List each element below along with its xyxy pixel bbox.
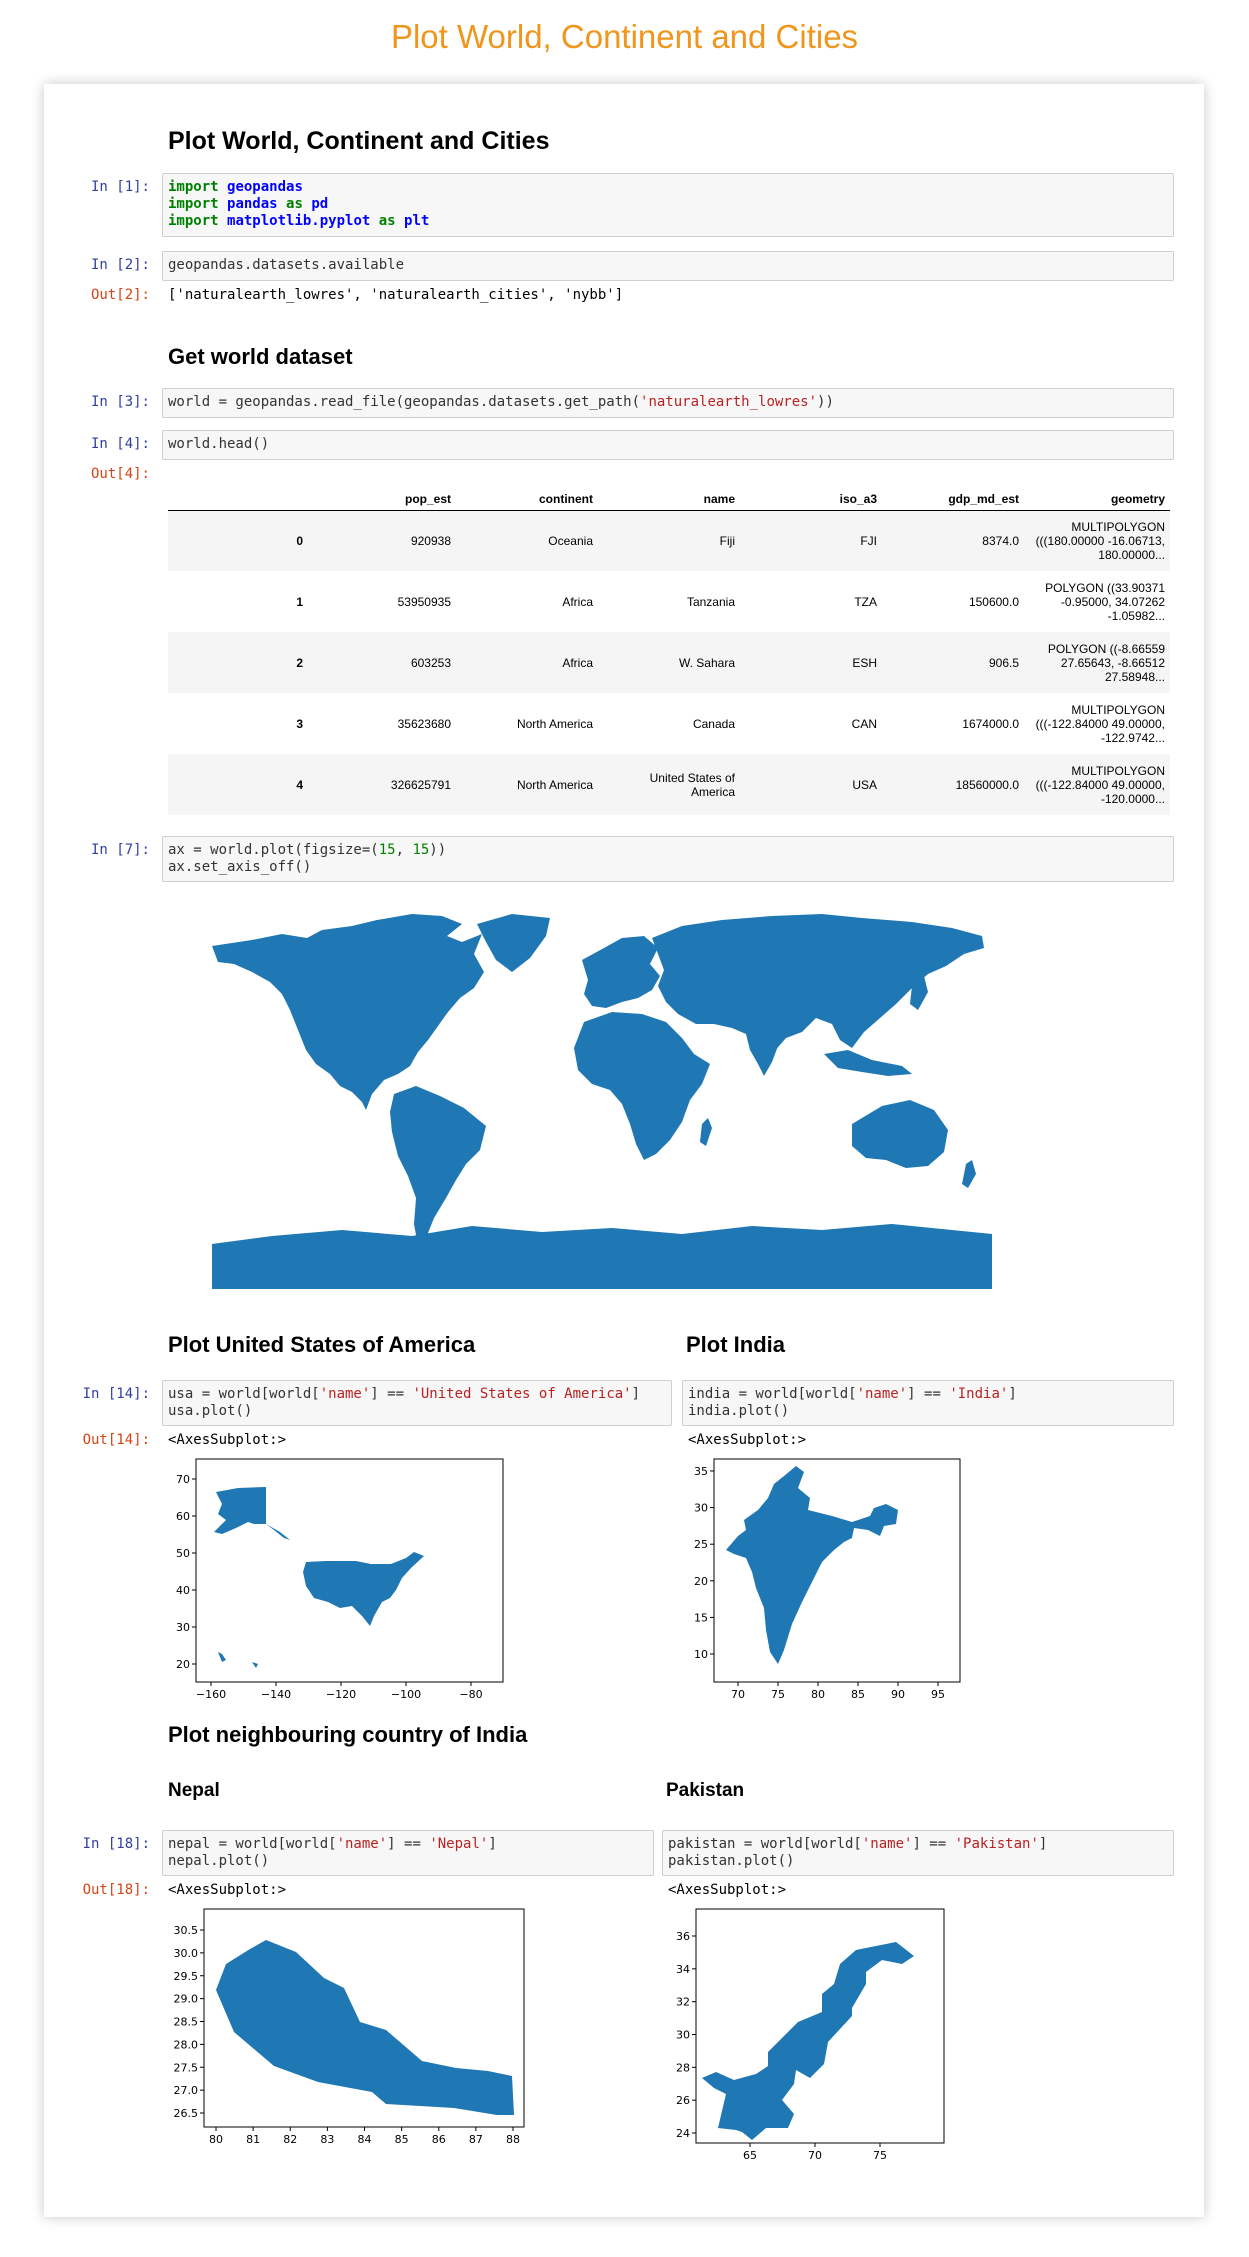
heading-india: Plot India xyxy=(686,1332,785,1357)
usa-plot xyxy=(156,1454,516,1714)
nepal-xtick-label: 86 xyxy=(431,2133,446,2146)
heading-pakistan: Pakistan xyxy=(666,1780,745,1801)
india-xtick-label: 85 xyxy=(851,1688,865,1701)
india-ytick-label: 25 xyxy=(694,1538,708,1552)
table-row xyxy=(168,510,1170,571)
cell-iso-a3: TZA xyxy=(854,594,877,609)
heading-neighbours: Plot neighbouring country of India xyxy=(168,1722,528,1747)
cell-gdp: 18560000.0 xyxy=(955,777,1019,792)
cell-7-code[interactable]: ax = world.plot(figsize=(15, 15)) ax.set_axis_off() xyxy=(162,836,1174,882)
cell-2-code[interactable]: geopandas.datasets.available xyxy=(162,251,1174,281)
india-ytick-label: 35 xyxy=(694,1465,708,1478)
table-header-row xyxy=(168,480,1170,510)
cell-4-code[interactable]: world.head() xyxy=(162,430,1174,460)
pakistan-xtick-label: 65 xyxy=(743,2149,757,2162)
cell-pop-est: 920938 xyxy=(410,533,451,548)
table-row xyxy=(168,754,1170,815)
row-index: 0 xyxy=(296,533,303,548)
cell-geometry: POLYGON ((-8.66559 27.65643, -8.66512 27.58948... xyxy=(1047,641,1165,684)
cell-continent: North America xyxy=(516,716,593,731)
nepal-xtick-label: 88 xyxy=(506,2133,520,2146)
table-header-cell: gdp_md_est xyxy=(882,480,1024,510)
cell-india-output: <AxesSubplot:> xyxy=(688,1432,807,1448)
table-header-cell: name xyxy=(598,480,740,510)
world-map-figure xyxy=(212,914,992,1289)
cell-geometry: MULTIPOLYGON (((-122.84000 49.00000, -122.9742... xyxy=(1035,702,1165,745)
pakistan-ytick-label: 32 xyxy=(676,1995,690,2009)
nepal-xtick-label: 85 xyxy=(394,2133,409,2146)
usa-ytick-label: 20 xyxy=(176,1658,190,1671)
table-row xyxy=(168,632,1170,693)
india-yticks xyxy=(694,1465,714,1661)
table-row xyxy=(168,571,1170,632)
usa-xtick-label: −100 xyxy=(390,1688,422,1701)
cell-1-prompt: In [1]: xyxy=(90,179,150,195)
india-xtick-label: 70 xyxy=(731,1688,745,1701)
nepal-xtick-label: 82 xyxy=(283,2133,298,2146)
dataframe-table xyxy=(168,480,1170,815)
india-xtick-label: 90 xyxy=(891,1688,905,1701)
cell-pop-est: 326625791 xyxy=(390,777,451,792)
nepal-xticks xyxy=(209,2127,520,2146)
new-zealand-shape xyxy=(962,1160,976,1188)
world-map-plot xyxy=(212,914,992,1289)
usa-plot-figure xyxy=(156,1454,516,1714)
cell-iso-a3: CAN xyxy=(851,716,877,731)
cell-gdp: 150600.0 xyxy=(968,594,1019,609)
cell-continent: North America xyxy=(516,777,593,792)
cell-pop-est: 603253 xyxy=(410,655,451,670)
south-america-shape xyxy=(390,1086,486,1246)
cell-18-code[interactable]: nepal = world[world['name'] == 'Nepal'] nepal.plot() xyxy=(162,1830,654,1876)
cell-2-output: ['naturalearth_lowres', 'naturalearth_cities', 'nybb'] xyxy=(168,287,624,303)
nepal-ytick-label: 29.0 xyxy=(173,1992,198,2006)
page-title: Plot World, Continent and Cities xyxy=(390,18,859,55)
usa-xtick-label: −80 xyxy=(459,1688,483,1701)
cell-name: Canada xyxy=(692,716,735,731)
nepal-ytick-label: 26.5 xyxy=(173,2107,198,2120)
pakistan-ytick-label: 36 xyxy=(676,1930,690,1943)
cell-pop-est: 53950935 xyxy=(397,594,451,609)
india-xtick-label: 80 xyxy=(811,1688,825,1701)
indonesia-shape xyxy=(824,1050,912,1076)
cell-iso-a3: USA xyxy=(852,777,877,792)
india-xticks xyxy=(731,1682,945,1701)
india-ytick-label: 10 xyxy=(694,1648,708,1661)
india-ytick-label: 30 xyxy=(694,1501,708,1515)
india-xtick-label: 75 xyxy=(771,1688,785,1701)
pakistan-ytick-label: 30 xyxy=(676,2028,690,2042)
pakistan-ytick-label: 28 xyxy=(676,2061,690,2075)
cell-14-output: <AxesSubplot:> xyxy=(168,1432,287,1448)
india-xtick-label: 95 xyxy=(931,1688,945,1701)
cell-continent: Africa xyxy=(562,594,593,609)
cell-18-output: <AxesSubplot:> xyxy=(168,1882,287,1898)
nepal-plot xyxy=(154,1904,534,2174)
pakistan-yticks xyxy=(676,1930,696,2140)
nepal-xtick-label: 80 xyxy=(209,2133,223,2146)
cell-iso-a3: ESH xyxy=(852,655,877,670)
nepal-ytick-label: 30.5 xyxy=(173,1924,198,1937)
madagascar-shape xyxy=(700,1118,712,1146)
nepal-yticks xyxy=(174,1924,205,2120)
table-header-index xyxy=(168,480,308,510)
cell-3-prompt: In [3]: xyxy=(90,394,150,410)
heading-nepal: Nepal xyxy=(168,1780,220,1801)
cell-continent: Africa xyxy=(562,655,593,670)
usa-xtick-label: −140 xyxy=(260,1688,292,1701)
nepal-xtick-label: 84 xyxy=(357,2133,372,2146)
pakistan-ytick-label: 26 xyxy=(676,2094,690,2108)
cell-gdp: 906.5 xyxy=(988,655,1019,670)
usa-ytick-label: 60 xyxy=(176,1510,190,1523)
cell-18-out-prompt: Out[18]: xyxy=(82,1882,150,1898)
usa-ytick-label: 50 xyxy=(176,1547,190,1560)
table-row xyxy=(168,693,1170,754)
cell-iso-a3: FJI xyxy=(860,533,877,548)
row-index: 3 xyxy=(296,716,303,731)
table-header-cell: pop_est xyxy=(308,480,456,510)
table-header-cell: geometry xyxy=(1024,480,1170,510)
world-map-landmasses xyxy=(212,914,992,1289)
cell-pop-est: 35623680 xyxy=(397,716,451,731)
cell-gdp: 1674000.0 xyxy=(962,716,1019,731)
cell-7-prompt: In [7]: xyxy=(90,842,150,858)
cell-pakistan-code[interactable]: pakistan = world[world['name'] == 'Pakistan'] pakistan.plot() xyxy=(662,1830,1174,1876)
cell-2-out-prompt: Out[2]: xyxy=(90,287,150,303)
nepal-plot-figure xyxy=(154,1904,534,2174)
cell-pakistan-output: <AxesSubplot:> xyxy=(668,1882,787,1898)
usa-xticks xyxy=(196,1682,483,1701)
table-header-cell: iso_a3 xyxy=(740,480,882,510)
nepal-xtick-label: 81 xyxy=(246,2133,261,2146)
pakistan-plot xyxy=(656,1904,976,2164)
africa-shape xyxy=(574,1012,710,1160)
usa-xtick-label: −160 xyxy=(195,1688,227,1701)
pakistan-ytick-label: 34 xyxy=(676,1962,690,1976)
pakistan-xtick-label: 70 xyxy=(808,2149,822,2162)
heading-usa: Plot United States of America xyxy=(168,1332,476,1357)
cell-14-prompt: In [14]: xyxy=(82,1386,150,1402)
nepal-xtick-label: 87 xyxy=(468,2133,483,2146)
cell-4-out-prompt: Out[4]: xyxy=(90,466,150,482)
cell-name: W. Sahara xyxy=(678,655,735,670)
pakistan-xticks xyxy=(743,2143,887,2162)
europe-shape xyxy=(582,936,660,1008)
row-index: 1 xyxy=(296,594,303,609)
cell-continent: Oceania xyxy=(548,533,593,548)
nepal-ytick-label: 28.0 xyxy=(173,2038,198,2052)
cell-18-prompt: In [18]: xyxy=(82,1836,150,1852)
cell-14-code[interactable]: usa = world[world['name'] == 'United States of America'] usa.plot() xyxy=(162,1380,672,1426)
row-index: 2 xyxy=(296,655,303,670)
asia-shape xyxy=(652,914,984,1054)
india-ytick-label: 20 xyxy=(694,1574,708,1588)
cell-geometry: MULTIPOLYGON (((-122.84000 49.00000, -120.0000... xyxy=(1035,763,1165,806)
india-ytick-label: 15 xyxy=(694,1611,708,1625)
india-axes-frame xyxy=(714,1459,960,1682)
usa-ytick-label: 40 xyxy=(176,1584,190,1597)
cell-gdp: 8374.0 xyxy=(982,533,1019,548)
heading-world: Get world dataset xyxy=(168,344,353,369)
cell-name: Tanzania xyxy=(686,594,735,609)
usa-ytick-label: 70 xyxy=(176,1473,190,1486)
india-plot xyxy=(674,1454,994,1714)
cell-3-code[interactable]: world = geopandas.read_file(geopandas.datasets.get_path('naturalearth_lowres')) xyxy=(162,388,1174,418)
table-header-cell: continent xyxy=(456,480,598,510)
heading-main: Plot World, Continent and Cities xyxy=(168,127,550,155)
cell-geometry: MULTIPOLYGON (((180.00000 -16.06713, 180.00000... xyxy=(1035,519,1165,562)
cell-india-code[interactable]: india = world[world['name'] == 'India'] india.plot() xyxy=(682,1380,1174,1426)
notebook xyxy=(44,84,1204,2217)
cell-geometry: POLYGON ((33.90371 -0.95000, 34.07262 -1.05982... xyxy=(1045,580,1165,623)
row-index: 4 xyxy=(296,777,303,792)
nepal-ytick-label: 30.0 xyxy=(173,1946,198,1960)
antarctica-shape xyxy=(212,1224,992,1289)
usa-yticks xyxy=(176,1473,196,1671)
north-america-shape xyxy=(212,914,484,1110)
cell-name: Fiji xyxy=(719,533,735,548)
cell-2-prompt: In [2]: xyxy=(90,257,150,273)
nepal-ytick-label: 27.5 xyxy=(173,2061,198,2075)
cell-name: United States of America xyxy=(649,770,735,799)
nepal-ytick-label: 28.5 xyxy=(173,2015,198,2029)
pakistan-ytick-label: 24 xyxy=(676,2127,690,2140)
cell-4-prompt: In [4]: xyxy=(90,436,150,452)
usa-xtick-label: −120 xyxy=(325,1688,357,1701)
cell-14-out-prompt: Out[14]: xyxy=(82,1432,150,1448)
greenland-shape xyxy=(477,914,550,972)
nepal-ytick-label: 27.0 xyxy=(173,2084,198,2098)
australia-shape xyxy=(852,1100,948,1168)
nepal-xtick-label: 83 xyxy=(320,2133,335,2146)
india-plot-figure xyxy=(674,1454,994,1714)
cell-1-code[interactable]: import geopandas import pandas as pd import matplotlib.pyplot as plt xyxy=(162,173,1174,237)
nepal-ytick-label: 29.5 xyxy=(173,1969,198,1983)
pakistan-plot-figure xyxy=(656,1904,976,2164)
usa-ytick-label: 30 xyxy=(176,1621,190,1634)
pakistan-xtick-label: 75 xyxy=(873,2149,887,2162)
